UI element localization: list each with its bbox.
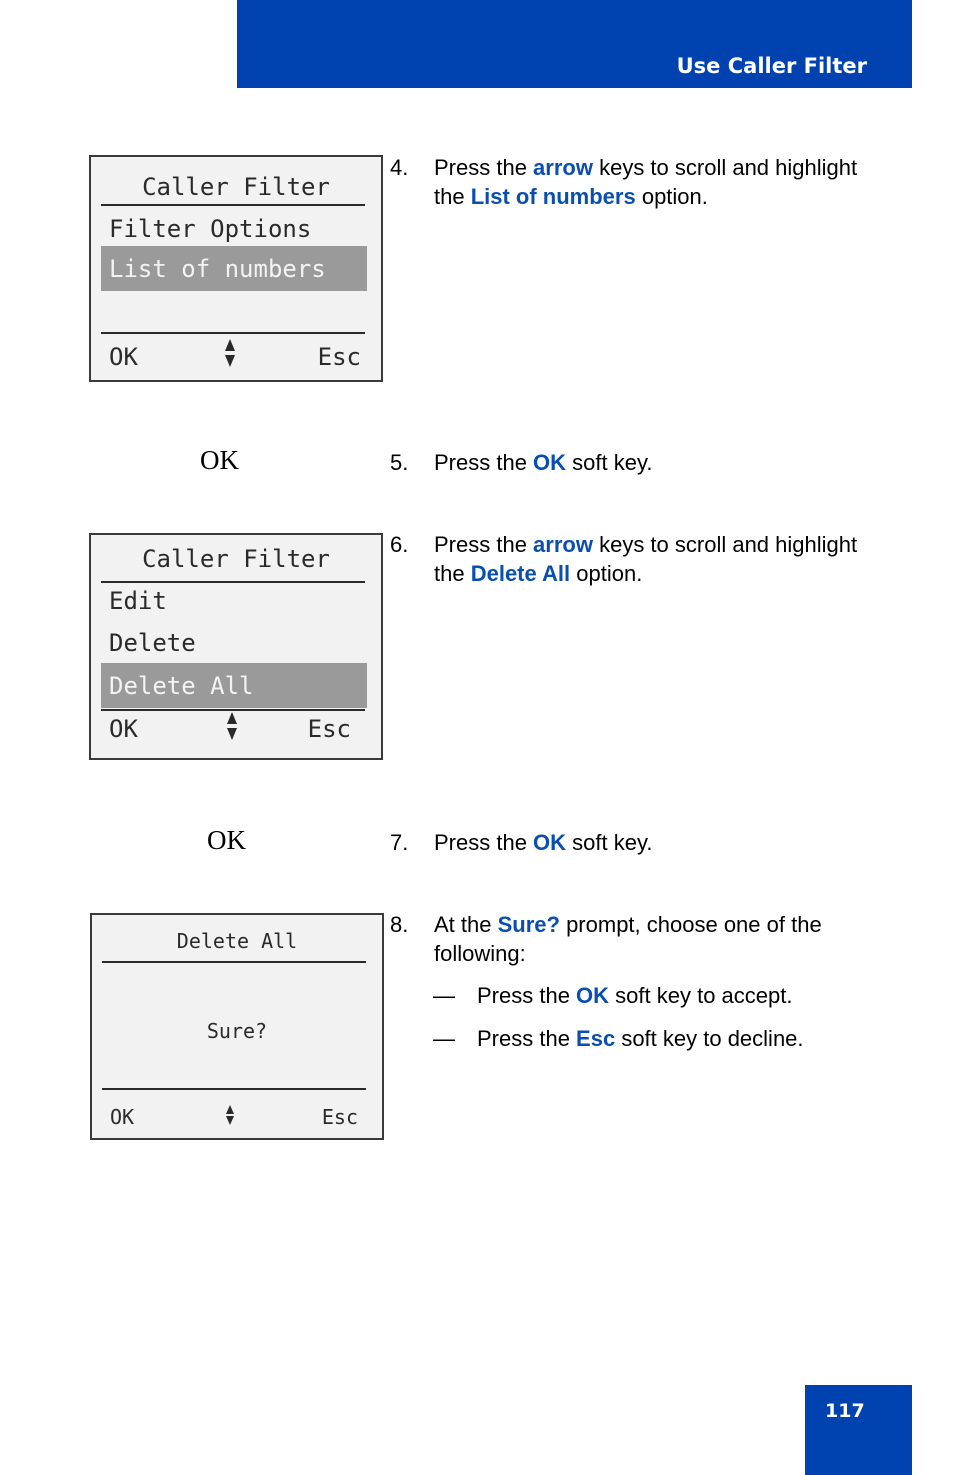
step-text: Press the arrow keys to scroll and highlight the List of numbers option. xyxy=(434,155,858,209)
keyword: Sure? xyxy=(497,912,560,937)
dash: — xyxy=(433,1026,455,1051)
page-number: 117 xyxy=(825,1400,865,1422)
divider xyxy=(101,581,365,583)
step-number: 6. xyxy=(390,532,409,557)
step-text: At the Sure? prompt, choose one of the following: xyxy=(434,912,822,966)
screen-title: Caller Filter xyxy=(142,173,330,201)
highlighted-label: List of numbers xyxy=(109,255,326,283)
keyword: arrow xyxy=(533,532,593,557)
confirm-prompt: Sure? xyxy=(206,1019,268,1043)
sub-step-text: Press the Esc soft key to decline. xyxy=(477,1026,804,1051)
keyword: List of numbers xyxy=(470,184,636,209)
step-number: 4. xyxy=(390,155,409,180)
menu-item-delete[interactable]: Delete xyxy=(109,629,196,657)
step-text: Press the OK soft key. xyxy=(434,450,653,475)
divider xyxy=(101,709,365,711)
menu-item-delete-all-highlighted[interactable] xyxy=(101,663,367,708)
softkey-ok[interactable]: OK xyxy=(110,1105,135,1129)
step-number: 7. xyxy=(390,830,409,855)
divider xyxy=(101,332,365,334)
divider xyxy=(101,204,365,206)
header-title: Use Caller Filter xyxy=(676,54,867,78)
softkey-ok[interactable]: OK xyxy=(109,343,138,371)
softkey-esc[interactable]: Esc xyxy=(321,1105,358,1129)
keyword: OK xyxy=(533,450,567,475)
ok-key-label: OK xyxy=(207,825,246,855)
softkey-esc[interactable]: Esc xyxy=(307,715,351,743)
scroll-arrows-icon[interactable] xyxy=(226,712,238,740)
step-number: 8. xyxy=(390,912,409,937)
highlighted-label: Delete All xyxy=(109,672,254,700)
keyword: OK xyxy=(533,830,567,855)
ok-key-label: OK xyxy=(200,445,239,475)
phone-screen-delete-all xyxy=(89,533,383,760)
dash: — xyxy=(433,983,455,1008)
keyword: OK xyxy=(576,983,610,1008)
phone-screen-list-of-numbers xyxy=(89,155,383,382)
screen-title: Delete All xyxy=(176,929,298,953)
step-text: Press the arrow keys to scroll and highlight the Delete All option. xyxy=(434,532,858,586)
keyword: arrow xyxy=(533,155,593,180)
softkey-esc[interactable]: Esc xyxy=(317,343,361,371)
menu-item-filter-options[interactable]: Filter Options xyxy=(109,215,312,243)
screen-title: Caller Filter xyxy=(142,545,330,573)
softkey-ok[interactable]: OK xyxy=(109,715,138,743)
menu-item-edit[interactable]: Edit xyxy=(109,587,167,615)
step-number: 5. xyxy=(390,450,409,475)
sub-step-text: Press the OK soft key to accept. xyxy=(477,983,793,1008)
keyword: Esc xyxy=(576,1026,616,1051)
scroll-arrows-icon[interactable] xyxy=(224,339,236,367)
page-number-box xyxy=(805,1385,912,1475)
keyword: Delete All xyxy=(470,561,571,586)
step-text: Press the OK soft key. xyxy=(434,830,653,855)
header-bar xyxy=(237,0,912,88)
menu-item-list-of-numbers-highlighted[interactable] xyxy=(101,246,367,291)
divider xyxy=(102,1088,366,1090)
divider xyxy=(102,961,366,963)
scroll-arrows-icon[interactable] xyxy=(224,1105,236,1125)
phone-screen-confirm xyxy=(90,913,384,1140)
